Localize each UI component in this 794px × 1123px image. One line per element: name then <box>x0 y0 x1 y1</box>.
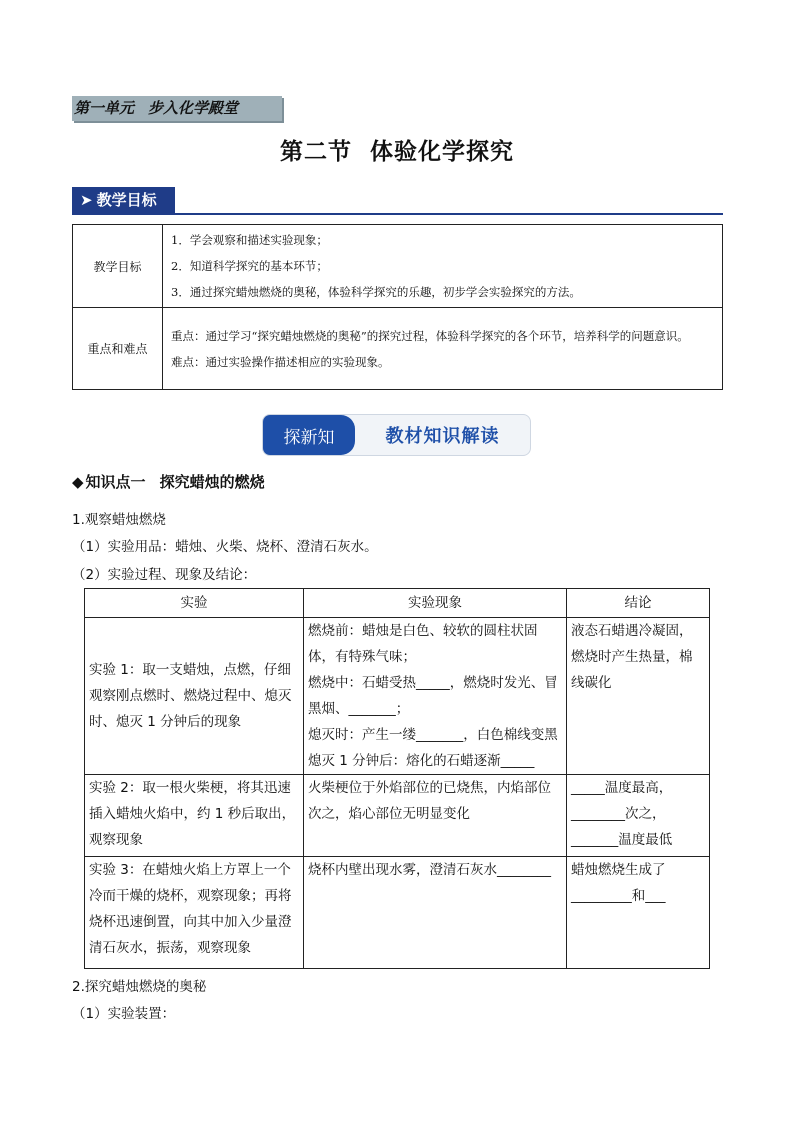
page-title <box>0 133 794 166</box>
goal-item: 3．通过探究蜡烛燃烧的奥秘，体验科学探究的乐趣，初步学会实验探究的方法。 <box>171 285 581 299</box>
diamond-icon: ◆ <box>72 473 84 491</box>
banner-left: 探新知 <box>263 415 355 455</box>
table-header: 实验 <box>85 589 304 618</box>
goals-content <box>163 225 723 308</box>
section-header <box>72 187 175 214</box>
difficult-point: 难点：通过实验操作描述相应的实验现象。 <box>171 354 390 369</box>
conclusion-line: _______温度最低 <box>571 832 673 848</box>
experiment-cell: 实验 2：取一根火柴梗，将其迅速插入蜡烛火焰中，约 1 秒后取出，观察现象 <box>85 775 304 857</box>
knowledge-point-label: 知识点一 <box>85 473 146 491</box>
unit-number: 第一单元 <box>74 99 135 117</box>
phenomena-cell: 烧杯内壁出现水雾，澄清石灰水________ <box>304 857 567 969</box>
section-header-label: 教学目标 <box>96 191 157 209</box>
unit-banner <box>72 96 282 121</box>
experiment-cell: 实验 3：在蜡烛火焰上方罩上一个冷而干燥的烧杯，观察现象；再将烧杯迅速倒置，向其中加入少量澄清石灰水，振荡，观察现象 <box>85 857 304 969</box>
table-row <box>85 857 710 969</box>
conclusion-line: _____温度最高， <box>571 780 673 796</box>
goal-item: 2．知道科学探究的基本环节； <box>171 259 328 273</box>
conclusion-line: _________和___ <box>571 888 666 904</box>
goal-item: 1．学会观察和描述实验现象； <box>171 233 328 247</box>
conclusion-line: ________次之， <box>571 806 666 822</box>
conclusion-cell: 液态石蜡遇冷凝固，燃烧时产生热量，棉线碳化 <box>567 618 710 775</box>
goals-label: 教学目标 <box>73 225 163 308</box>
key-points-content <box>163 308 723 390</box>
section-number: 第二节 <box>280 138 352 165</box>
conclusion-line: 蜡烛燃烧生成了 <box>571 862 666 878</box>
phenomenon: 熄灭 1 分钟后：熔化的石蜡逐渐_____ <box>308 753 535 769</box>
key-points-label: 重点和难点 <box>73 308 163 390</box>
table-row <box>85 775 710 857</box>
goals-table <box>72 224 723 390</box>
paragraph: （1）实验用品：蜡烛、火柴、烧杯、澄清石灰水。 <box>72 539 378 555</box>
table-row <box>85 618 710 775</box>
phenomena-cell: 火柴梗位于外焰部位的已烧焦，内焰部位次之，焰心部位无明显变化 <box>304 775 567 857</box>
unit-name: 步入化学殿堂 <box>148 99 239 117</box>
paragraph: （2）实验过程、现象及结论： <box>72 567 257 583</box>
conclusion-cell <box>567 857 710 969</box>
experiment-table <box>84 588 710 969</box>
section-name: 体验化学探究 <box>370 138 514 165</box>
phenomena-cell <box>304 618 567 775</box>
experiment-cell: 实验 1：取一支蜡烛，点燃，仔细观察刚点燃时、燃烧过程中、熄灭时、熄灭 1 分钟后的现象 <box>85 618 304 775</box>
phenomenon: 燃烧中：石蜡受热_____，燃烧时发光、冒黑烟、_______； <box>308 675 558 717</box>
key-point: 重点：通过学习“探究蜡烛燃烧的奥秘”的探究过程，体验科学探究的各个环节，培养科学的问题意识。 <box>171 328 689 343</box>
phenomenon: 熄灭时：产生一缕_______，白色棉线变黑 <box>308 727 558 743</box>
arrow-right-icon: ➤ <box>80 191 93 209</box>
knowledge-point-title: 探究蜡烛的燃烧 <box>159 473 265 491</box>
knowledge-point-heading <box>72 471 265 492</box>
paragraph: 2.探究蜡烛燃烧的奥秘 <box>72 979 207 995</box>
paragraph: （1）实验装置： <box>72 1006 176 1022</box>
knowledge-banner <box>262 414 531 456</box>
banner-right: 教材知识解读 <box>385 426 500 447</box>
paragraph: 1.观察蜡烛燃烧 <box>72 512 166 528</box>
conclusion-cell <box>567 775 710 857</box>
table-header: 结论 <box>567 589 710 618</box>
section-rule <box>72 213 723 215</box>
table-header: 实验现象 <box>304 589 567 618</box>
phenomenon: 燃烧前：蜡烛是白色、较软的圆柱状固体，有特殊气味； <box>308 623 538 665</box>
